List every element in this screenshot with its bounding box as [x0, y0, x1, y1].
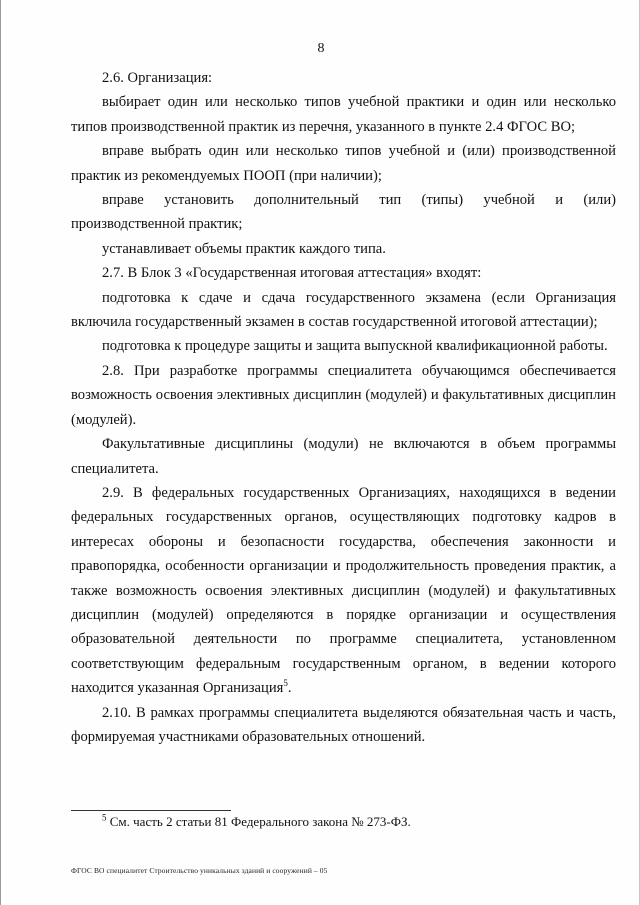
footnote-mark: 5 [102, 812, 107, 823]
paragraph-tail: . [287, 680, 292, 697]
footnote [102, 814, 602, 830]
paragraph: 2.10. В рамках программы специалитета выделяются обязательная часть и часть, формируемая участниками образовательных отношений. [71, 704, 616, 745]
paragraph: подготовка к сдаче и сдача государственного экзамена (если Организация включила государственный экзамен в состав государственной итоговой аттестации); [71, 289, 616, 331]
footnote-text: См. часть 2 статьи 81 Федерального закона № 273-ФЗ. [106, 814, 411, 829]
footnote-reference: 5 [283, 678, 288, 689]
paragraph-text: 2.9. В федеральных государственных Организациях, находящихся в ведении федеральных государственных органов, осуществляющих подготовку кадров в интересах обороны и безопасности государства, обеспечения законности и правопорядка, особенности организации и продолжительность проведения практик, а также возможность освоения элективных дисциплин (модулей) и факультативных дисциплин (модулей) определяются в порядке организации и осуществления образовательной деятельности по программе специалитета, установленном соответствующим федеральным государственным органом, в ведении которого находится указанная Организация [71, 484, 616, 697]
paragraph: вправе выбрать один или несколько типов учебной и (или) производственной практик из рекомендуемых ПООП (при наличии); [71, 143, 616, 184]
paragraph: 2.8. При разработке программы специалитета обучающимся обеспечивается возможность освоения элективных дисциплин (модулей) и факультативных дисциплин (модулей). [71, 362, 616, 428]
paragraph [71, 481, 616, 701]
paragraph: выбирает один или несколько типов учебной практики и один или несколько типов производственной практик из перечня, указанного в пункте 2.4 ФГОС ВО; [71, 94, 616, 135]
paragraph: подготовка к процедуре защиты и защита выпускной квалификационной работы. [102, 338, 608, 355]
paragraph: устанавливает объемы практик каждого типа. [102, 240, 386, 257]
paragraph: 2.7. В Блок 3 «Государственная итоговая аттестация» входят: [102, 265, 482, 282]
body-text [71, 66, 616, 749]
page-number: 8 [317, 41, 325, 56]
paragraph: 2.6. Организация: [102, 70, 213, 86]
footnote-divider [71, 810, 231, 811]
page-footer: ФГОС ВО специалитет Строительство уникальных зданий и сооружений – 05 [71, 866, 328, 875]
paragraph: Факультативные дисциплины (модули) не включаются в объем программы специалитета. [71, 436, 616, 477]
paragraph: вправе установить дополнительный тип (типы) учебной и (или) производственной практик; [71, 192, 616, 233]
